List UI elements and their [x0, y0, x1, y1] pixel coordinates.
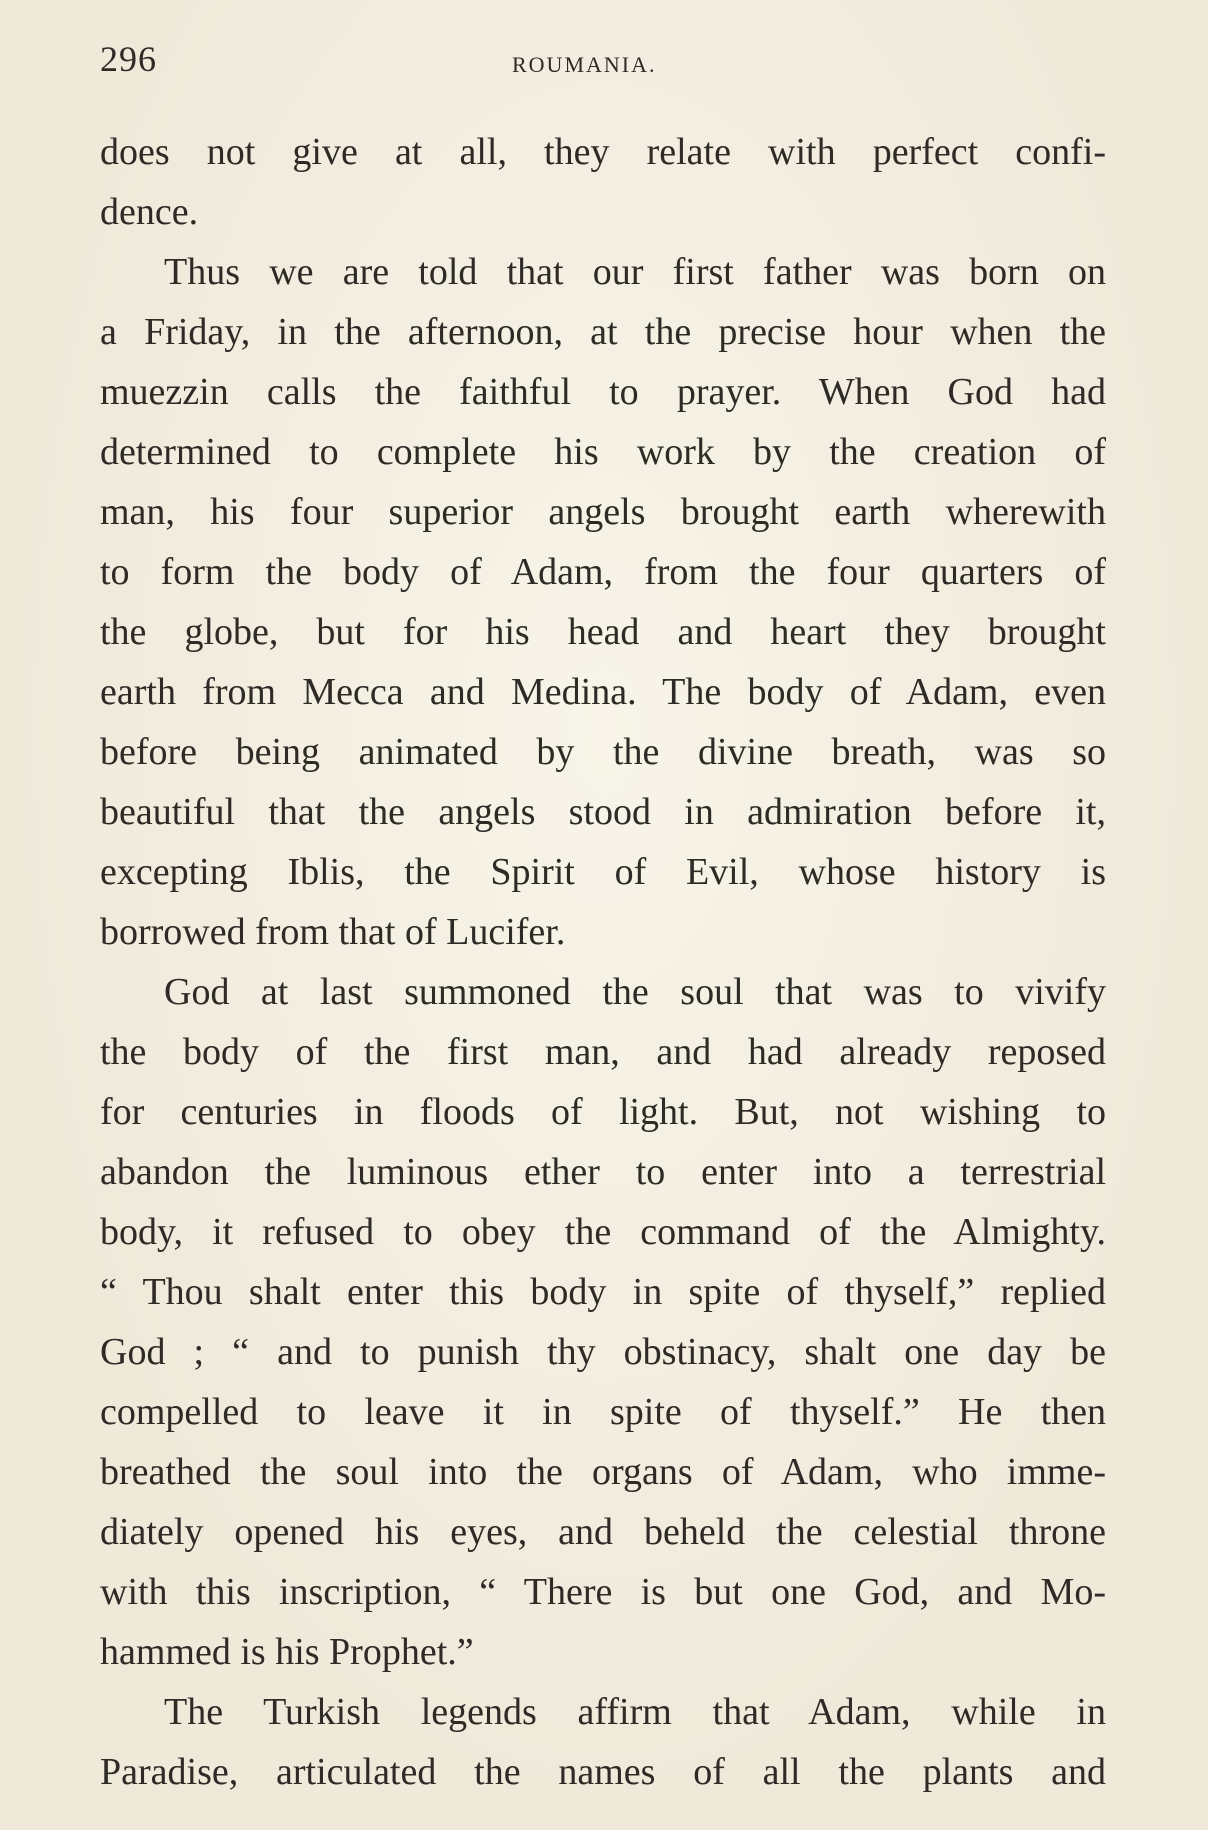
text-line: a Friday, in the afternoon, at the precise hour when the [100, 311, 1106, 353]
text-line: body, it refused to obey the command of the Almighty. [100, 1211, 1106, 1253]
text-line: “ Thou shalt enter this body in spite of thyself,” replied [100, 1271, 1106, 1313]
running-title: ROUMANIA. [512, 52, 657, 77]
text-line: for centuries in floods of light. But, not wishing to [100, 1091, 1106, 1133]
text-line: the globe, but for his head and heart they brought [100, 611, 1106, 653]
text-line: Thus we are told that our first father was born on [164, 251, 1106, 293]
paragraph [100, 1682, 1106, 1802]
text-line: does not give at all, they relate with perfect confi- [100, 131, 1106, 173]
text-line: God at last summoned the soul that was to vivify [164, 971, 1106, 1013]
page-number: 296 [100, 39, 157, 79]
text-line: Paradise, articulated the names of all the plants and [100, 1751, 1106, 1793]
text-line: God ; “ and to punish thy obstinacy, shalt one day be [100, 1331, 1106, 1373]
text-line: borrowed from that of Lucifer. [100, 911, 566, 953]
text-line: to form the body of Adam, from the four quarters of [100, 551, 1106, 593]
text-line: determined to complete his work by the creation of [100, 431, 1106, 473]
text-line: hammed is his Prophet.” [100, 1631, 474, 1673]
page-header [100, 38, 1106, 88]
text-line: dence. [100, 191, 199, 233]
text-line: excepting Iblis, the Spirit of Evil, whose history is [100, 851, 1106, 893]
text-line: abandon the luminous ether to enter into a terrestrial [100, 1151, 1106, 1193]
text-line: beautiful that the angels stood in admiration before it, [100, 791, 1106, 833]
text-line: diately opened his eyes, and beheld the celestial throne [100, 1511, 1106, 1553]
text-line: breathed the soul into the organs of Adam, who imme- [100, 1451, 1106, 1493]
paragraph [100, 242, 1106, 962]
text-line: earth from Mecca and Medina. The body of Adam, even [100, 671, 1106, 713]
text-line: the body of the first man, and had already reposed [100, 1031, 1106, 1073]
body-text [100, 122, 1106, 1802]
text-line: man, his four superior angels brought earth wherewith [100, 491, 1106, 533]
text-line: The Turkish legends affirm that Adam, while in [164, 1691, 1106, 1733]
text-line: muezzin calls the faithful to prayer. When God had [100, 371, 1106, 413]
text-line: before being animated by the divine breath, was so [100, 731, 1106, 773]
paragraph [100, 962, 1106, 1682]
paragraph [100, 122, 1106, 242]
text-line: with this inscription, “ There is but one God, and Mo- [100, 1571, 1106, 1613]
text-line: compelled to leave it in spite of thyself.” He then [100, 1391, 1106, 1433]
